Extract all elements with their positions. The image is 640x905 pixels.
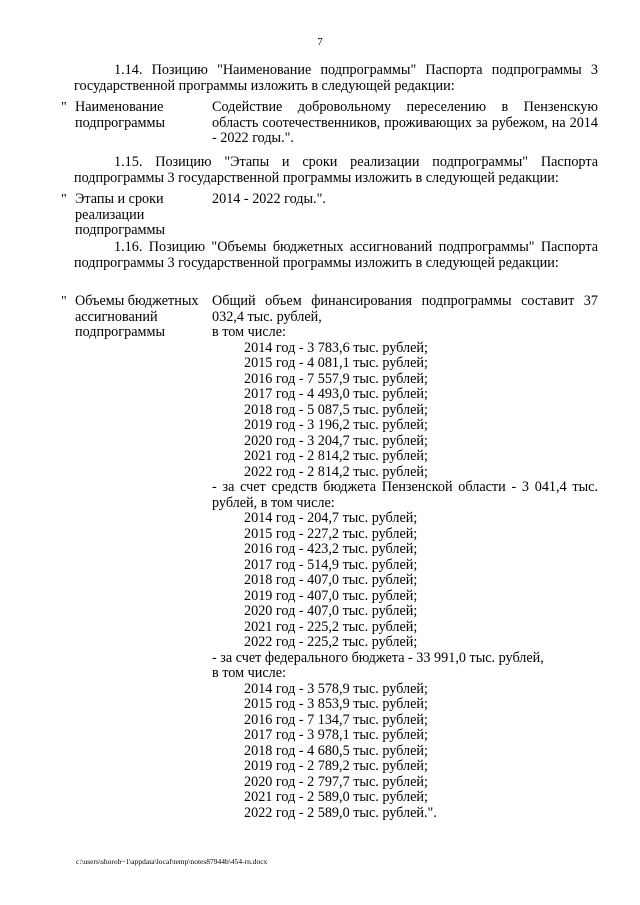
total-year-line: 2014 год - 3 783,6 тыс. рублей;	[244, 339, 428, 356]
total-year-line: 2018 год - 5 087,5 тыс. рублей;	[244, 401, 428, 418]
regional-year-line: 2015 год - 227,2 тыс. рублей;	[244, 525, 418, 542]
total-year-line: 2017 год - 4 493,0 тыс. рублей;	[244, 386, 428, 402]
item-1-15-text: 1.15. Позицию "Этапы и сроки реализации подпрограммы" Паспорта подпрограммы 3 государственной программы изложить в следующей редакции:	[74, 154, 598, 186]
federal-year-line: 2018 год - 4 680,5 тыс. рублей;	[244, 742, 428, 759]
total-including: в том числе:	[212, 324, 286, 340]
regional-year-line: 2022 год - 225,2 тыс. рублей;	[244, 634, 418, 650]
page-number: 7	[317, 36, 323, 48]
total-intro: Общий объем финансирования подпрограммы составит 37 032,4 тыс. рублей,	[212, 293, 598, 325]
row-name-quote: "	[61, 100, 67, 115]
total-year-line: 2016 год - 7 557,9 тыс. рублей;	[244, 370, 428, 387]
federal-including: в том числе:	[212, 665, 286, 681]
footer-file-path: c:\users\shorob~1\appdata\local\temp\notes87944b\454-rn.docx	[76, 857, 268, 866]
federal-year-line: 2016 год - 7 134,7 тыс. рублей;	[244, 711, 428, 728]
federal-year-line: 2022 год - 2 589,0 тыс. рублей.".	[244, 804, 437, 821]
row-stages-quote: "	[61, 192, 67, 207]
federal-year-line: 2021 год - 2 589,0 тыс. рублей;	[244, 789, 428, 805]
row-volumes-label: Объемы бюджетных ассигнований подпрограммы	[75, 293, 199, 340]
federal-year-line: 2015 год - 3 853,9 тыс. рублей;	[244, 696, 428, 712]
item-1-14-paragraph	[74, 63, 598, 94]
federal-year-line: 2017 год - 3 978,1 тыс. рублей;	[244, 727, 428, 743]
regional-year-line: 2014 год - 204,7 тыс. рублей;	[244, 510, 418, 526]
federal-year-line: 2020 год - 2 797,7 тыс. рублей;	[244, 773, 428, 790]
row-stages-label: Этапы и сроки реализации подпрограммы	[75, 191, 165, 238]
regional-year-line: 2019 год - 407,0 тыс. рублей;	[244, 587, 418, 604]
total-year-line: 2019 год - 3 196,2 тыс. рублей;	[244, 417, 428, 433]
federal-intro: - за счет федерального бюджета - 33 991,0 тыс. рублей,	[212, 649, 544, 666]
regional-year-line: 2016 год - 423,2 тыс. рублей;	[244, 541, 418, 557]
regional-year-line: 2017 год - 514,9 тыс. рублей;	[244, 556, 418, 573]
total-year-line: 2022 год - 2 814,2 тыс. рублей;	[244, 463, 428, 480]
regional-year-line: 2020 год - 407,0 тыс. рублей;	[244, 603, 418, 619]
regional-year-line: 2021 год - 225,2 тыс. рублей;	[244, 618, 418, 635]
item-1-16-text: 1.16. Позицию "Объемы бюджетных ассигнований подпрограммы" Паспорта подпрограммы 3 государственной программы изложить в следующей редакции:	[74, 239, 598, 271]
row-stages-value: 2014 - 2022 годы.".	[212, 191, 326, 207]
row-volumes-value	[212, 294, 598, 821]
row-name-label: Наименование подпрограммы	[75, 99, 165, 131]
regional-year-line: 2018 год - 407,0 тыс. рублей;	[244, 572, 418, 588]
regional-intro: - за счет средств бюджета Пензенской области - 3 041,4 тыс. рублей, в том числе:	[212, 479, 598, 511]
row-name-value: Содействие добровольному переселению в Пензенскую область соотечественников, проживающих за рубежом, на 2014 - 2022 годы.".	[212, 99, 598, 146]
total-year-line: 2020 год - 3 204,7 тыс. рублей;	[244, 432, 428, 449]
row-volumes-quote: "	[61, 294, 67, 309]
item-1-16-paragraph	[74, 240, 598, 271]
item-1-14-text: 1.14. Позицию "Наименование подпрограммы" Паспорта подпрограммы 3 государственной программы изложить в следующей редакции:	[74, 62, 598, 94]
federal-year-line: 2019 год - 2 789,2 тыс. рублей;	[244, 758, 428, 774]
total-year-line: 2021 год - 2 814,2 тыс. рублей;	[244, 448, 428, 464]
total-year-line: 2015 год - 4 081,1 тыс. рублей;	[244, 355, 428, 371]
item-1-15-paragraph	[74, 155, 598, 186]
federal-year-line: 2014 год - 3 578,9 тыс. рублей;	[244, 680, 428, 697]
